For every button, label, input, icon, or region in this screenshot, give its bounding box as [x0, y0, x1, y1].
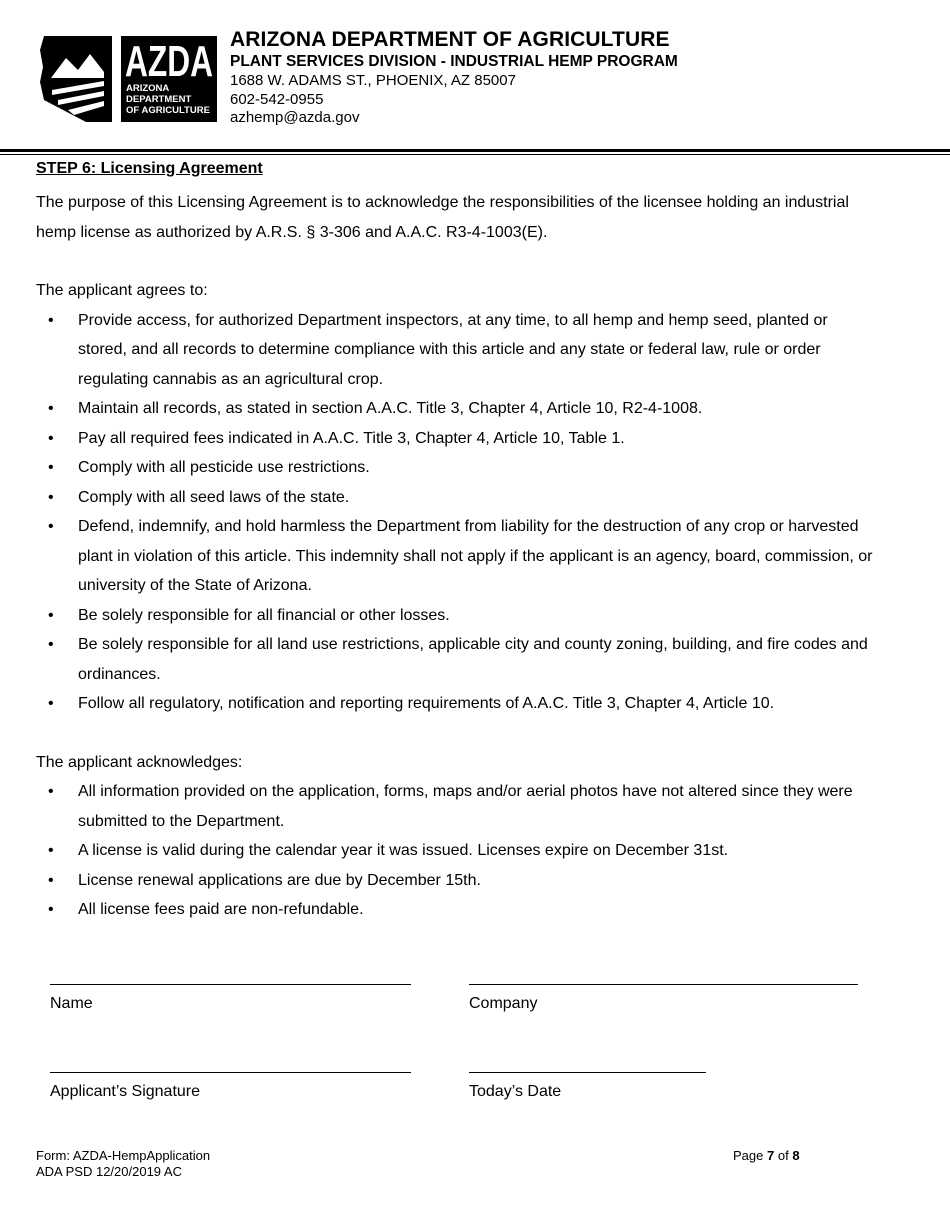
list-item — [36, 424, 876, 454]
org-email: azhemp@azda.gov — [230, 109, 360, 126]
section-title: STEP 6: Licensing Agreement — [36, 160, 263, 177]
bullet-icon: • — [48, 488, 54, 506]
bullet-icon: • — [48, 901, 54, 918]
list-item-text: Provide access, for authorized Department inspectors, at any time, to all hemp and hemp seed, planted or stored, and all records to determine compliance with this article and any state or federal law, rule or order regulating cannabis as an agricultural crop. — [78, 311, 828, 388]
bullet-icon: • — [48, 606, 54, 624]
bullet-icon: • — [48, 400, 54, 417]
org-header — [230, 28, 678, 128]
logo-sub-line-3: OF AGRICULTURE — [126, 105, 210, 116]
agrees-intro: The applicant agrees to: — [36, 282, 208, 299]
name-field-line[interactable] — [50, 984, 411, 985]
name-label: Name — [50, 995, 93, 1012]
list-item-text: Be solely responsible for all land use restrictions, applicable city and county zoning, building, and fire codes and ordinances. — [78, 636, 868, 683]
logo-sub-line-1: ARIZONA — [126, 83, 170, 94]
list-item — [36, 630, 876, 689]
list-item-text: All information provided on the application, forms, maps and/or aerial photos have not altered since they were submitted to the Department. — [78, 783, 853, 830]
list-item-text: Comply with all pesticide use restrictions. — [78, 459, 370, 476]
list-item — [36, 483, 876, 513]
company-field-line[interactable] — [469, 984, 858, 985]
company-label: Company — [469, 995, 538, 1012]
list-item — [36, 512, 876, 601]
page-current: 7 — [767, 1148, 775, 1163]
list-item-text: All license fees paid are non-refundable. — [78, 901, 364, 918]
list-item — [36, 306, 876, 395]
list-item-text: A license is valid during the calendar year it was issued. Licenses expire on December 31st. — [78, 842, 729, 859]
purpose-paragraph: The purpose of this Licensing Agreement is to acknowledge the responsibilities of the licensee holding an industrial hemp license as authorized by A.R.S. § 3-306 and A.A.C. R3-4-1003(E). — [36, 194, 849, 241]
list-item-text: Pay all required fees indicated in A.A.C. Title 3, Chapter 4, Article 10, Table 1. — [78, 429, 625, 447]
list-item — [36, 394, 876, 424]
page-number — [733, 1148, 800, 1164]
bullet-icon: • — [48, 429, 54, 447]
bullet-icon: • — [48, 311, 54, 329]
list-item-text: Follow all regulatory, notification and reporting requirements of A.A.C. Title 3, Chapter 4, Article 10. — [78, 695, 775, 712]
page-of: of — [777, 1148, 789, 1163]
list-item — [36, 777, 876, 836]
date-field-line[interactable] — [469, 1072, 706, 1073]
bullet-icon: • — [48, 459, 54, 476]
agrees-list — [36, 306, 876, 719]
azda-logo-graphic — [40, 34, 218, 124]
list-item — [36, 689, 876, 719]
form-revision: ADA PSD 12/20/2019 AC — [36, 1164, 182, 1179]
bullet-icon: • — [48, 518, 54, 535]
page-prefix: Page — [733, 1148, 764, 1163]
division-name: PLANT SERVICES DIVISION - INDUSTRIAL HEMP PROGRAM — [230, 53, 678, 70]
acknowledges-list — [36, 777, 876, 925]
list-item — [36, 895, 876, 925]
list-item — [36, 601, 876, 631]
list-item-text: Defend, indemnify, and hold harmless the Department from liability for the destruction of any crop or harvested plant in violation of this article. This indemnity shall not apply if the applicant is an agency, board, commission, or university of the State of Arizona. — [78, 518, 873, 594]
date-label: Today’s Date — [469, 1083, 562, 1100]
bullet-icon: • — [48, 871, 54, 889]
bullet-icon: • — [48, 842, 54, 859]
form-id: Form: AZDA-HempApplication — [36, 1148, 211, 1163]
signature-field-line[interactable] — [50, 1072, 411, 1073]
acknowledges-intro: The applicant acknowledges: — [36, 753, 243, 771]
list-item-text: License renewal applications are due by December 15th. — [78, 871, 481, 889]
logo-sub-line-2: DEPARTMENT — [126, 94, 192, 105]
header-divider-thick — [0, 149, 950, 152]
signature-label: Applicant’s Signature — [50, 1083, 201, 1100]
logo-mark-text: AZDA — [125, 37, 213, 86]
bullet-icon: • — [48, 695, 54, 712]
list-item-text: Maintain all records, as stated in section A.A.C. Title 3, Chapter 4, Article 10, R2-4-1008. — [78, 400, 703, 417]
list-item — [36, 866, 876, 896]
licensing-agreement-section — [36, 158, 876, 925]
list-item-text: Be solely responsible for all financial or other losses. — [78, 606, 450, 624]
list-item-text: Comply with all seed laws of the state. — [78, 488, 350, 506]
footer-form-info — [36, 1148, 210, 1180]
bullet-icon: • — [48, 636, 54, 653]
org-phone: 602-542-0955 — [230, 90, 324, 108]
azda-logo — [40, 34, 218, 129]
org-address: 1688 W. ADAMS ST., PHOENIX, AZ 85007 — [230, 72, 516, 89]
header-divider-thin — [0, 154, 950, 155]
bullet-icon: • — [48, 783, 54, 800]
list-item — [36, 453, 876, 483]
page-total: 8 — [792, 1148, 800, 1163]
org-name: ARIZONA DEPARTMENT OF AGRICULTURE — [230, 28, 670, 51]
list-item — [36, 836, 876, 866]
